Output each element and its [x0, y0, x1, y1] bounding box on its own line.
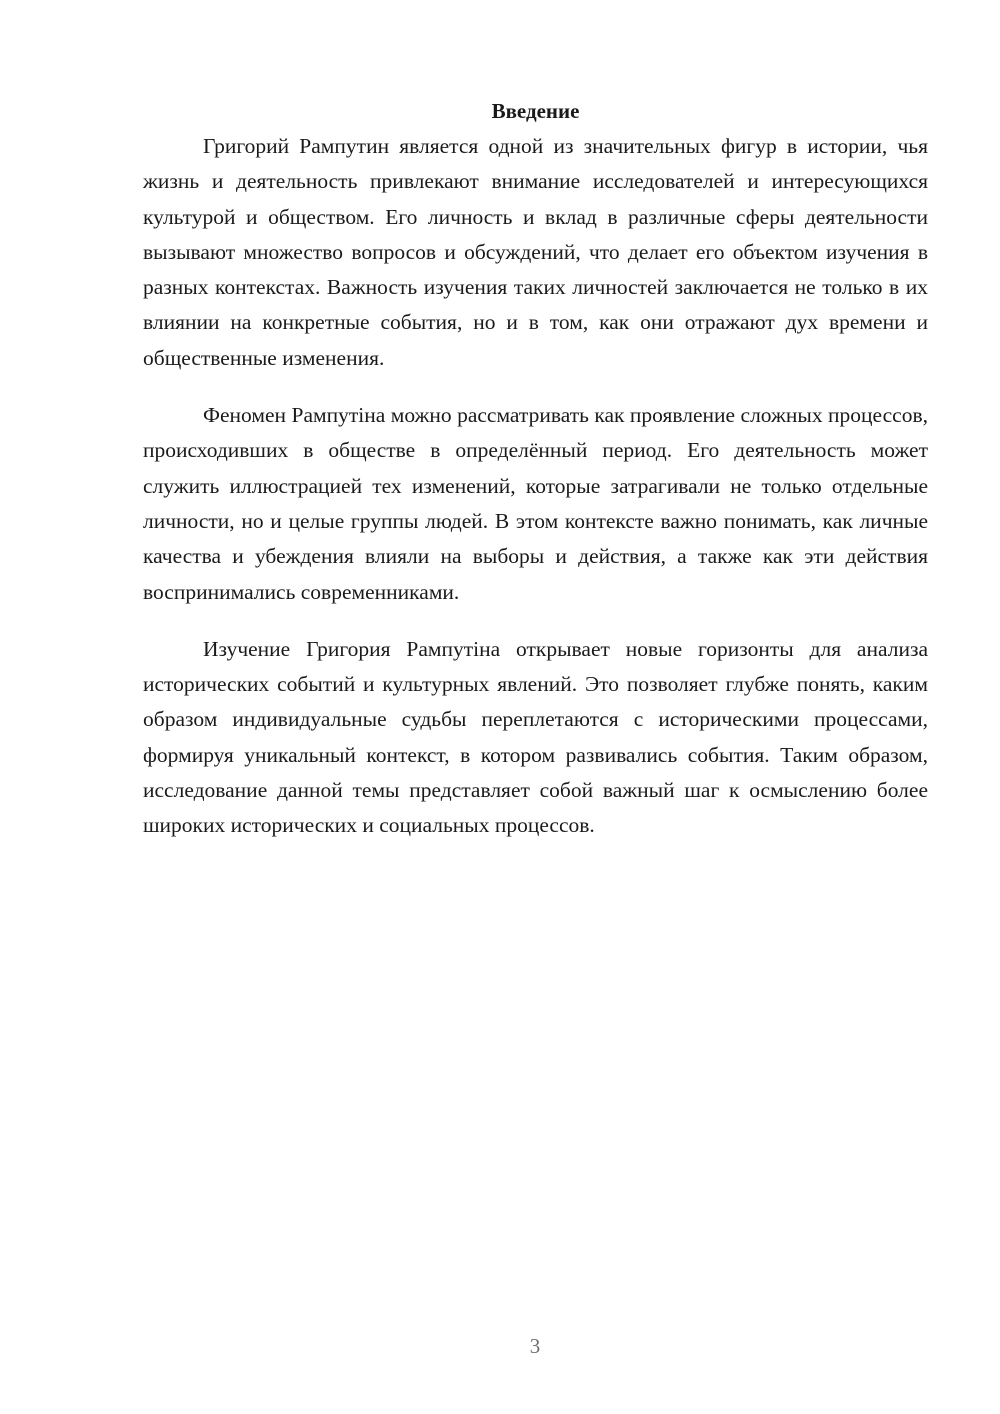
- paragraph-2: Феномен Рампутіна можно рассматривать как проявление сложных процессов, происходивших в обществе в определённый период. Его деятельность может служить иллюстрацией тех изменений, которые затрагивали не только отдельные личности, но и целые группы людей. В этом контексте важно понимать, как личные качества и убеждения влияли на выборы и действия, а также как эти действия воспринимались современниками.: [143, 403, 928, 604]
- paragraph-3: Изучение Григория Рампутіна открывает новые горизонты для анализа исторических событий и культурных явлений. Это позволяет глубже понять, каким образом индивидуальные судьбы переплетаются с историческими процессами, формируя уникальный контекст, в котором развивались события. Таким образом, исследование данной темы представляет собой важный шаг к осмыслению более широких исторических и социальных процессов.: [143, 636, 928, 838]
- paragraph-1: Григорий Рампутин является одной из значительных фигур в истории, чья жизнь и деятельность привлекают внимание исследователей и интересующихся культурой и обществом. Его личность и вклад в различные сферы деятельности вызывают множество вопросов и обсуждений, что делает его объектом изучения в разных контекстах. Важность изучения таких личностей заключается не только в их влиянии на конкретные события, но и в том, как они отражают дух времени и общественные изменения.: [143, 134, 928, 370]
- page-content: [143, 94, 928, 866]
- section-title: Введение: [491, 99, 580, 123]
- page-number: 3: [529, 1334, 541, 1358]
